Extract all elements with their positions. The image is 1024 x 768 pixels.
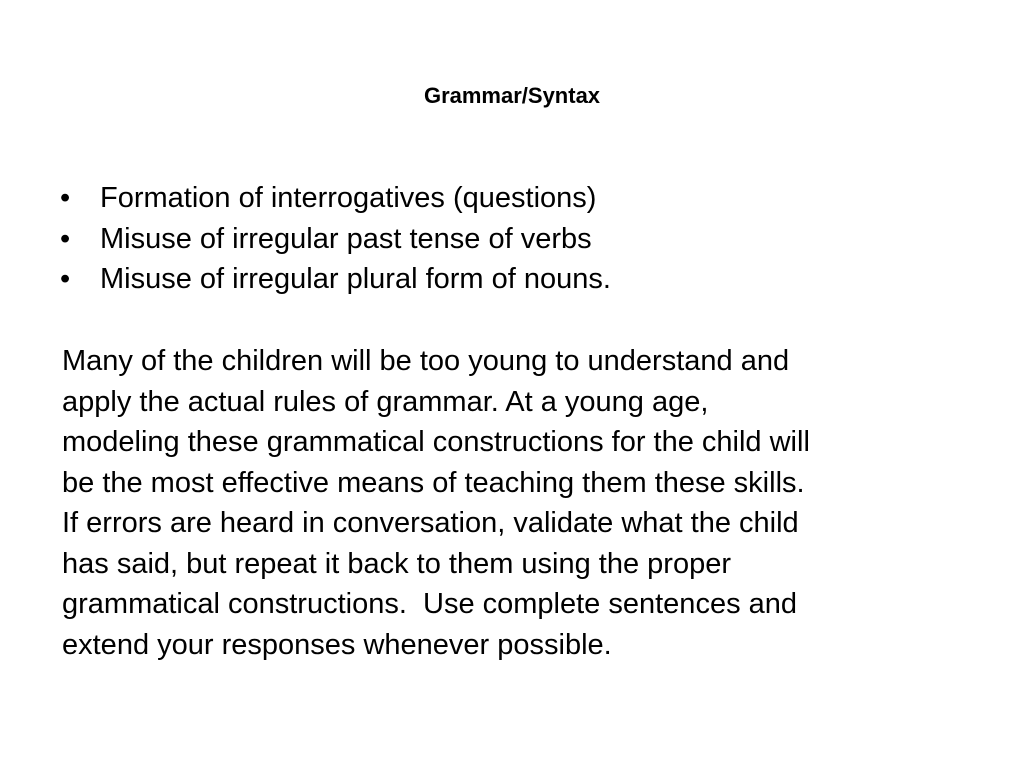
bullet-icon: • bbox=[60, 263, 71, 295]
body-line: grammatical constructions. Use complete sentences and bbox=[62, 588, 798, 620]
body-line: modeling these grammatical constructions for the child will bbox=[62, 426, 810, 458]
slide-title: Grammar/Syntax bbox=[423, 83, 601, 108]
bullet-text: Misuse of irregular past tense of verbs bbox=[100, 222, 592, 255]
body-line: If errors are heard in conversation, validate what the child bbox=[62, 507, 799, 539]
body-line: Many of the children will be too young to understand and bbox=[62, 345, 790, 377]
bullet-item bbox=[60, 178, 960, 219]
body-paragraph bbox=[62, 341, 962, 665]
bullet-item bbox=[60, 259, 960, 300]
body-line: extend your responses whenever possible. bbox=[62, 628, 612, 661]
bullet-list bbox=[60, 178, 960, 300]
body-line: has said, but repeat it back to them using the proper bbox=[62, 547, 732, 580]
bullet-item bbox=[60, 219, 960, 260]
bullet-text: Formation of interrogatives (questions) bbox=[100, 182, 597, 214]
body-line: apply the actual rules of grammar. At a young age, bbox=[62, 385, 709, 418]
body-line: be the most effective means of teaching them these skills. bbox=[62, 466, 805, 499]
bullet-text: Misuse of irregular plural form of nouns. bbox=[100, 263, 611, 295]
bullet-icon: • bbox=[60, 182, 71, 214]
bullet-icon: • bbox=[60, 222, 71, 255]
